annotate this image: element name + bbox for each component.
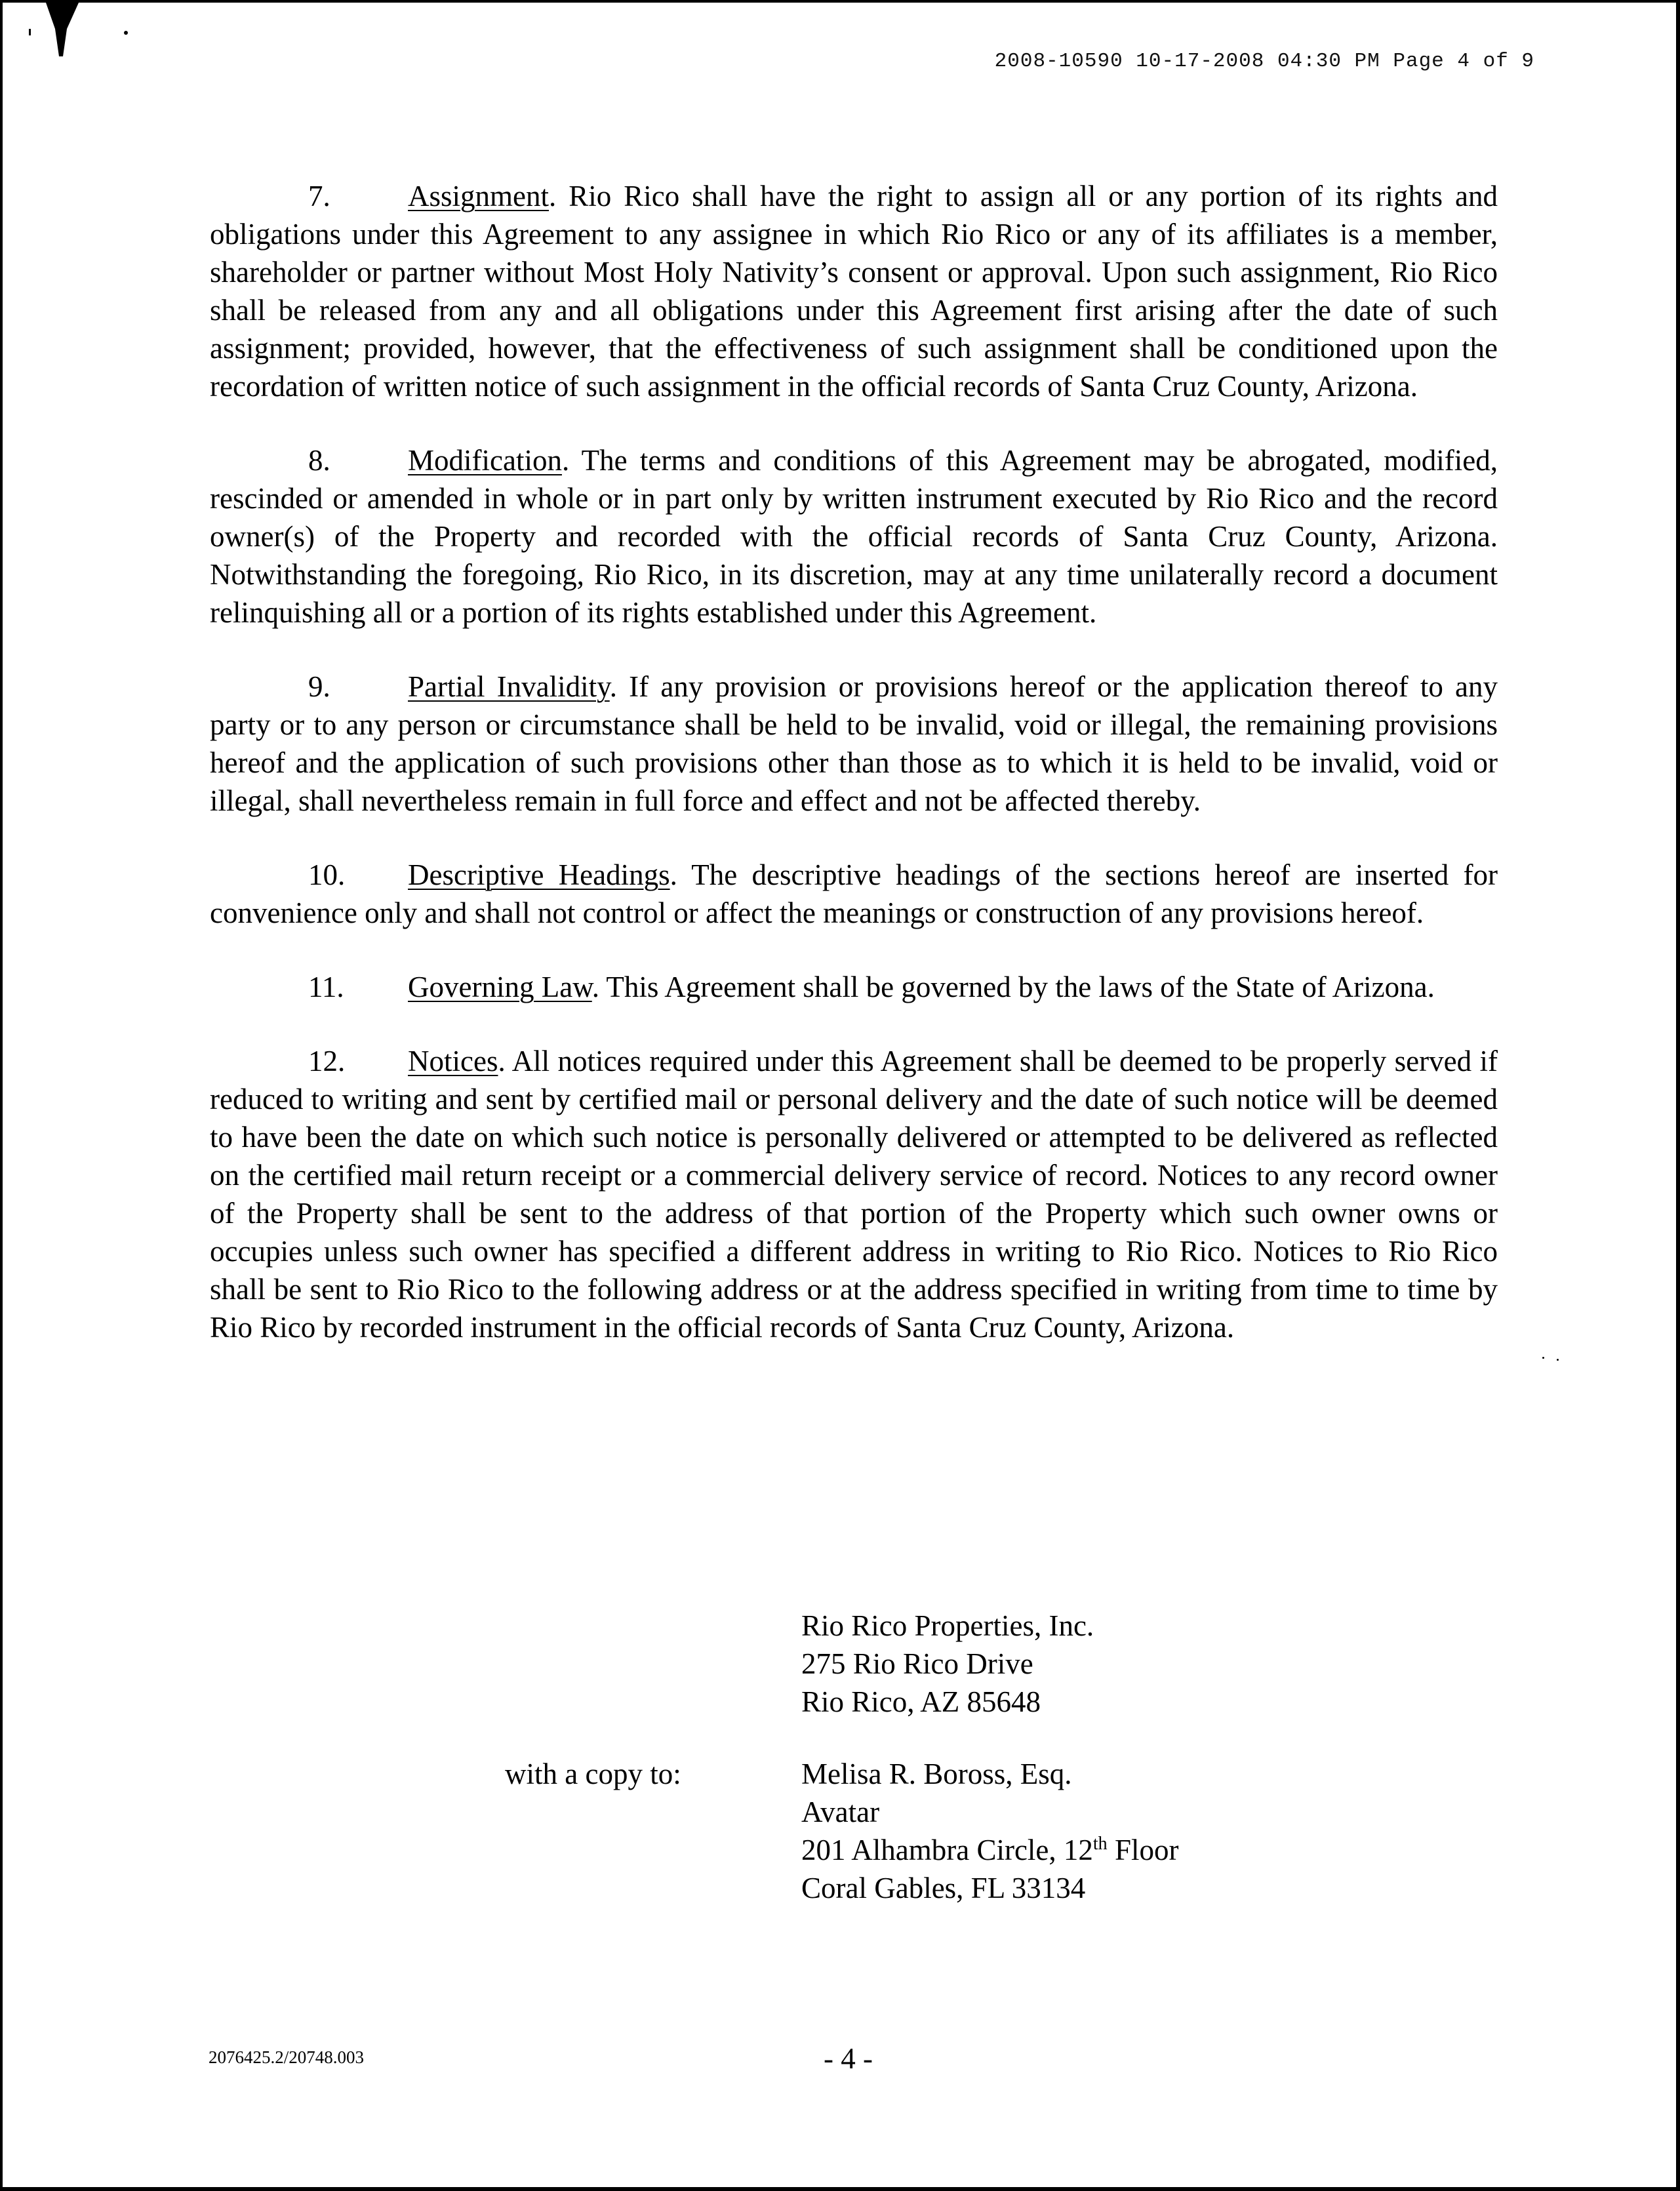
primary-address-block bbox=[801, 1607, 1094, 1721]
address-line-floor: 201 Alhambra Circle, 12th Floor bbox=[801, 1834, 1179, 1866]
footer-page-number: - 4 - bbox=[824, 2042, 873, 2075]
section-number: 10. bbox=[308, 858, 346, 891]
copy-to-label: with a copy to: bbox=[505, 1758, 681, 1790]
scan-corner-mark-icon bbox=[26, 3, 138, 62]
scan-edge-bottom bbox=[0, 2187, 1680, 2191]
scan-speck bbox=[1542, 1357, 1544, 1359]
section-number: 9. bbox=[308, 670, 330, 703]
section-number: 11. bbox=[308, 971, 344, 1003]
address-line: Rio Rico Properties, Inc. bbox=[801, 1609, 1094, 1642]
section-text: . The terms and conditions of this Agreement may be abrogated, modified, rescinded or amended in whole or in part only by written instrument executed by Rio Rico and the record owner(s) of the Property and recorded with the official records of Santa Cruz County, Arizona. Notwithstanding the foregoing, Rio Rico, in its discretion, may at any time unilaterally record a document relinquishing all or a portion of its rights established under this Agreement. bbox=[210, 444, 1498, 629]
section-governing-law bbox=[210, 968, 1498, 1006]
document-body bbox=[210, 177, 1498, 1382]
section-modification bbox=[210, 441, 1498, 632]
section-number: 12. bbox=[308, 1045, 346, 1077]
section-heading: Notices bbox=[408, 1045, 498, 1077]
section-notices bbox=[210, 1042, 1498, 1346]
scan-edge-left bbox=[0, 0, 3, 2191]
section-text: . All notices required under this Agreement shall be deemed to be properly served if reduced to writing and sent by certified mail or personal delivery and the date of such notice will be deemed to have been the date on which such notice is personally delivered or attempted to be delivered as reflected on the certified mail return receipt or a commercial delivery service of record. Notices to any record owner of the Property shall be sent to the address of that portion of the Property which such owner owns or occupies unless such owner has specified a different address in writing to Rio Rico. Notices to Rio Rico shall be sent to Rio Rico to the following address or at the address specified in writing from time to time by Rio Rico by recorded instrument in the official records of Santa Cruz County, Arizona. bbox=[210, 1045, 1498, 1344]
section-text: . If any provision or provisions hereof or the application thereof to any party or to any person or circumstance shall be held to be invalid, void or illegal, the remaining provisions hereof and the application of such provisions other than those as to which it is held to be invalid, void or illegal, shall nevertheless remain in full force and effect and not be affected thereby. bbox=[210, 670, 1498, 817]
section-text: . This Agreement shall be governed by the laws of the State of Arizona. bbox=[591, 971, 1435, 1003]
footer-document-number: 2076425.2/20748.003 bbox=[209, 2047, 365, 2067]
scan-edge-right bbox=[1676, 0, 1680, 2191]
address-line: Avatar bbox=[801, 1796, 880, 1828]
address-line: Rio Rico, AZ 85648 bbox=[801, 1685, 1041, 1718]
ordinal-suffix: th bbox=[1092, 1834, 1108, 1854]
section-number: 7. bbox=[308, 180, 330, 212]
section-heading: Descriptive Headings bbox=[408, 858, 670, 891]
section-text: . Rio Rico shall have the right to assign all or any portion of its rights and obligations under this Agreement to any assignee in which Rio Rico or any of its affiliates is a member, shareholder or partner without Most Holy Nativity’s consent or approval. Upon such assignment, Rio Rico shall be released from any and all obligations under this Agreement first arising after the date of such assignment; provided, however, that the effectiveness of such assignment shall be conditioned upon the recordation of written notice of such assignment in the official records of Santa Cruz County, Arizona. bbox=[210, 180, 1498, 403]
section-heading: Assignment bbox=[408, 180, 550, 212]
section-partial-invalidity bbox=[210, 668, 1498, 820]
scan-edge-top bbox=[0, 0, 1680, 3]
section-descriptive-headings bbox=[210, 856, 1498, 932]
section-heading: Governing Law bbox=[408, 971, 592, 1003]
section-assignment bbox=[210, 177, 1498, 405]
address-line: Melisa R. Boross, Esq. bbox=[801, 1758, 1072, 1790]
section-heading: Modification bbox=[408, 444, 562, 477]
section-heading: Partial Invalidity bbox=[408, 670, 610, 703]
address-line: 275 Rio Rico Drive bbox=[801, 1647, 1033, 1680]
copy-address-block bbox=[801, 1755, 1178, 1907]
section-text: . The descriptive headings of the sections hereof are inserted for convenience only and shall not control or affect the meanings or construction of any provisions hereof. bbox=[210, 858, 1498, 929]
scan-speck bbox=[1557, 1359, 1559, 1361]
address-line: Coral Gables, FL 33134 bbox=[801, 1872, 1086, 1904]
section-number: 8. bbox=[308, 444, 330, 477]
recording-stamp: 2008-10590 10-17-2008 04:30 PM Page 4 of 9 bbox=[994, 50, 1534, 73]
